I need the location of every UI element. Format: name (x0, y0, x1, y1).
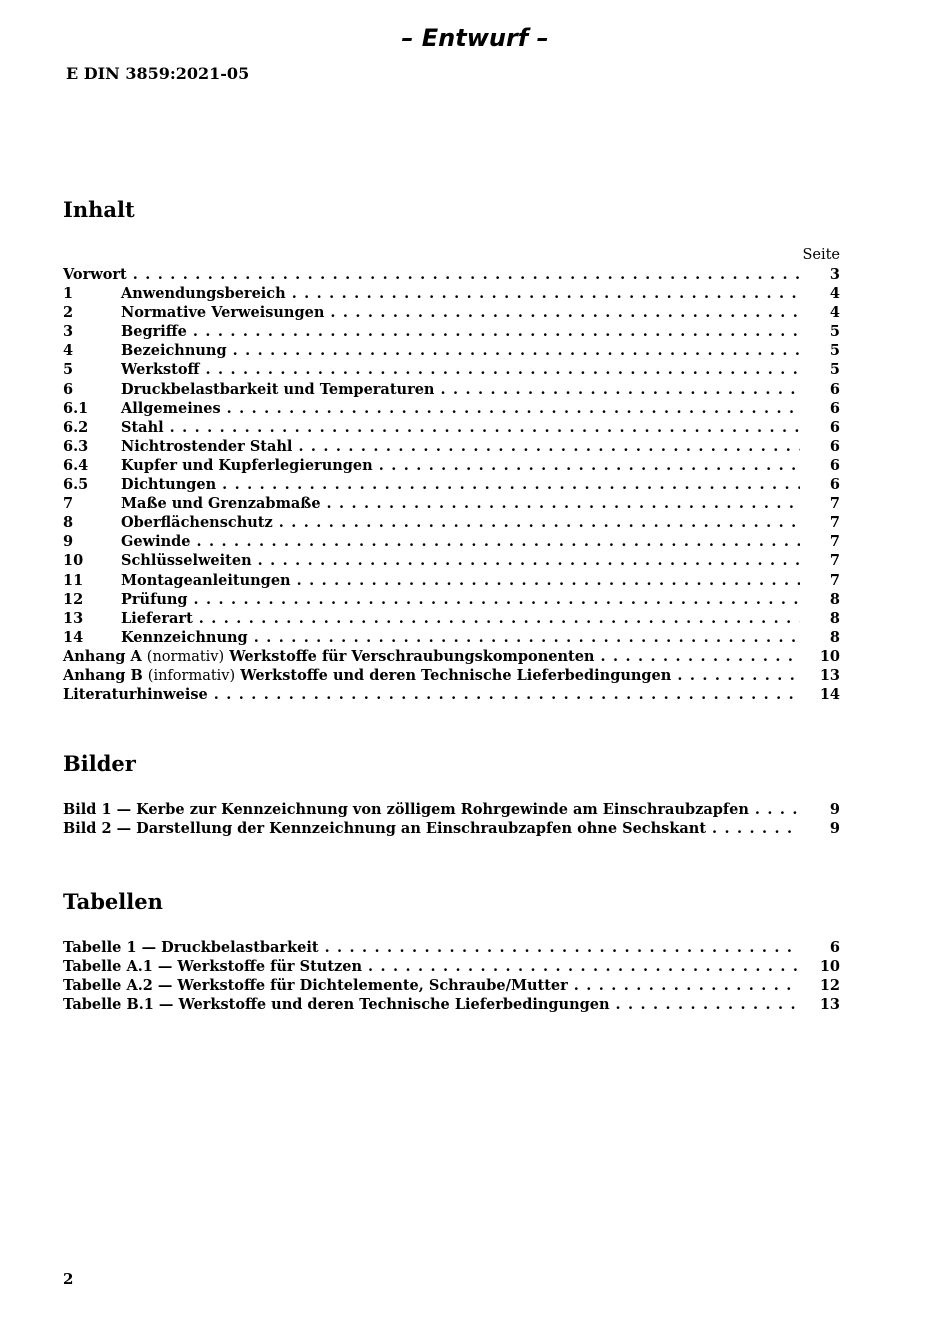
dot-leader (574, 976, 800, 995)
toc-entry-page: 7 (829, 514, 840, 532)
toc-entry-number: 6.1 (63, 399, 89, 417)
toc-entry[interactable] (63, 628, 840, 647)
toc-entry[interactable] (63, 418, 840, 437)
figures-heading: Bilder (63, 751, 136, 776)
dot-leader (214, 685, 800, 704)
toc-entry-number: 2 (63, 304, 74, 322)
toc-entry-page: 3 (829, 266, 840, 283)
toc-entry[interactable] (63, 609, 840, 628)
toc-entry-page: 7 (829, 533, 840, 551)
toc-entry-title: Anwendungsbereich (121, 285, 286, 303)
toc-annex-a[interactable] (63, 647, 840, 666)
dot-leader (327, 494, 800, 513)
toc-entry-page: 7 (829, 571, 840, 589)
page-column-label: Seite (802, 247, 840, 263)
dot-leader (292, 284, 800, 303)
toc-entry-number: 5 (63, 361, 74, 379)
toc-entry[interactable] (63, 475, 840, 494)
toc-entry-number: 11 (63, 571, 84, 589)
toc-entry[interactable] (63, 456, 840, 475)
dot-leader (616, 995, 800, 1014)
dot-leader (325, 938, 800, 957)
toc-entry-title: Druckbelastbarkeit und Temperaturen (121, 380, 435, 398)
contents-heading: Inhalt (63, 197, 135, 222)
toc-entry-vorwort[interactable] (63, 265, 840, 284)
toc-entry-page: 5 (829, 323, 840, 341)
toc-entry-page: 14 (819, 686, 840, 704)
toc-entry-title: Lieferart (121, 609, 193, 627)
toc-entry-number: 13 (63, 609, 84, 627)
figure-entry-title: Bild 2 — Darstellung der Kennzeichnung an Einschraubzapfen ohne Sechskant (63, 820, 707, 838)
toc-entry-number: 7 (63, 495, 74, 513)
document-id: E DIN 3859:2021-05 (66, 64, 250, 83)
table-entry[interactable] (63, 938, 840, 957)
toc-entry-page: 8 (829, 609, 840, 627)
toc-entry-page: 8 (829, 628, 840, 646)
toc-annex-title (63, 666, 671, 686)
toc-entry-page: 6 (829, 418, 840, 436)
toc-entry-title: Kupfer und Kupferlegierungen (121, 456, 373, 474)
toc-entry[interactable] (63, 322, 840, 341)
toc-entry-title: Begriffe (121, 323, 187, 341)
toc-entry[interactable] (63, 303, 840, 322)
dot-leader (368, 957, 800, 976)
table-entry-page: 6 (829, 939, 840, 956)
toc-entry-page: 6 (829, 437, 840, 455)
toc-entry-number: 8 (63, 514, 74, 532)
toc-entry-number: 1 (63, 285, 74, 303)
toc-annex-b[interactable] (63, 666, 840, 685)
tables-heading: Tabellen (63, 889, 163, 914)
toc-entry-title: Gewinde (121, 533, 191, 551)
toc-entry-number: 6.3 (63, 437, 89, 455)
toc-entry[interactable] (63, 532, 840, 551)
annex-title: Werkstoffe für Verschraubungskomponenten (229, 647, 595, 665)
toc-entry-title: Allgemeines (121, 399, 221, 417)
toc-entry[interactable] (63, 590, 840, 609)
toc-entry-title: Werkstoff (121, 361, 200, 379)
contents-list (63, 246, 840, 704)
annex-kind: (informativ) (147, 667, 236, 684)
toc-entry-number: 6.5 (63, 476, 89, 494)
toc-entry-page: 7 (829, 552, 840, 570)
toc-entry[interactable] (63, 437, 840, 456)
toc-entry-title: Dichtungen (121, 476, 217, 494)
toc-entry-title: Literaturhinweise (63, 686, 208, 704)
toc-entry-page: 13 (819, 666, 840, 684)
dot-leader (712, 819, 800, 838)
dot-leader (170, 418, 800, 437)
dot-leader (194, 590, 800, 609)
toc-entry-page: 7 (829, 495, 840, 513)
dot-leader (222, 475, 800, 494)
toc-entry-number: 9 (63, 533, 74, 551)
toc-entry-page: 4 (829, 304, 840, 322)
figure-entry-title: Bild 1 — Kerbe zur Kennzeichnung von zölligem Rohrgewinde am Einschraubzapfen (63, 801, 749, 818)
dot-leader (279, 513, 800, 532)
toc-entry[interactable] (63, 571, 840, 590)
toc-entry[interactable] (63, 360, 840, 379)
toc-entry-number: 14 (63, 628, 84, 646)
dot-leader (199, 609, 800, 628)
table-entry-title: Tabelle 1 — Druckbelastbarkeit (63, 939, 319, 956)
page-number: 2 (63, 1270, 74, 1288)
table-entry-page: 10 (819, 958, 840, 976)
dot-leader (193, 322, 800, 341)
dot-leader (297, 571, 800, 590)
annex-kind: (normativ) (146, 648, 225, 665)
dot-leader (440, 380, 800, 399)
toc-annex-title (63, 647, 594, 667)
table-entry[interactable] (63, 957, 840, 976)
toc-entry-title: Vorwort (63, 266, 127, 283)
toc-entry-page: 8 (829, 590, 840, 608)
toc-entry-page: 4 (829, 285, 840, 303)
toc-entry-page: 6 (829, 476, 840, 494)
toc-entry-number: 6.4 (63, 456, 89, 474)
table-entry-page: 13 (819, 996, 840, 1014)
toc-entry-number: 4 (63, 342, 74, 360)
toc-entry-title: Oberflächenschutz (121, 514, 273, 532)
figure-entry[interactable] (63, 819, 840, 838)
annex-label: Anhang A (63, 647, 142, 665)
toc-entry-title: Maße und Grenzabmaße (121, 495, 321, 513)
dot-leader (258, 551, 800, 570)
dot-leader (600, 647, 800, 666)
dot-leader (254, 628, 800, 647)
annex-title: Werkstoffe und deren Technische Lieferbedingungen (240, 666, 672, 684)
toc-entry-title: Montageanleitungen (121, 571, 291, 589)
figures-list (63, 800, 840, 838)
toc-entry-title: Prüfung (121, 590, 188, 608)
figure-entry-page: 9 (829, 801, 840, 818)
dot-leader (677, 666, 800, 685)
table-entry[interactable] (63, 976, 840, 995)
toc-entry-page: 5 (829, 342, 840, 360)
dot-leader (197, 532, 800, 551)
toc-entry[interactable] (63, 284, 840, 303)
annex-label: Anhang B (63, 666, 143, 684)
dot-leader (330, 303, 800, 322)
table-entry-title: Tabelle A.1 — Werkstoffe für Stutzen (63, 958, 363, 976)
toc-entry-number: 6.2 (63, 418, 89, 436)
dot-leader (298, 437, 800, 456)
toc-entry-title: Bezeichnung (121, 342, 227, 360)
table-entry[interactable] (63, 995, 840, 1014)
figure-entry[interactable] (63, 800, 840, 819)
toc-entry-title: Normative Verweisungen (121, 304, 325, 322)
toc-entry-page: 6 (829, 456, 840, 474)
draft-label: – Entwurf – (401, 24, 549, 52)
table-entry-title: Tabelle A.2 — Werkstoffe für Dichtelemente, Schraube/Mutter (63, 977, 568, 995)
toc-entry-title: Stahl (121, 418, 164, 436)
toc-bibliography[interactable] (63, 685, 840, 704)
toc-entry-number: 12 (63, 590, 84, 608)
tables-list (63, 938, 840, 1014)
toc-entry-title: Schlüsselweiten (121, 552, 252, 570)
toc-entry-title: Nichtrostender Stahl (121, 437, 293, 455)
toc-entry[interactable] (63, 341, 840, 360)
toc-entry-page: 6 (829, 380, 840, 398)
toc-entry-number: 3 (63, 323, 74, 341)
toc-entry-number: 6 (63, 380, 74, 398)
table-entry-title: Tabelle B.1 — Werkstoffe und deren Technische Lieferbedingungen (63, 996, 610, 1014)
dot-leader (233, 341, 800, 360)
dot-leader (227, 399, 800, 418)
dot-leader (755, 800, 800, 819)
toc-entry-title: Kennzeichnung (121, 628, 248, 646)
toc-entry[interactable] (63, 380, 840, 399)
toc-entry[interactable] (63, 551, 840, 570)
toc-entry-page: 6 (829, 399, 840, 417)
dot-leader (133, 265, 800, 284)
toc-entry[interactable] (63, 494, 840, 513)
table-entry-page: 12 (819, 977, 840, 995)
toc-entry[interactable] (63, 399, 840, 418)
toc-entry[interactable] (63, 513, 840, 532)
dot-leader (379, 456, 800, 475)
toc-entry-number: 10 (63, 552, 84, 570)
toc-entry-page: 10 (819, 647, 840, 665)
figure-entry-page: 9 (829, 820, 840, 838)
dot-leader (205, 360, 800, 379)
toc-entry-page: 5 (829, 361, 840, 379)
